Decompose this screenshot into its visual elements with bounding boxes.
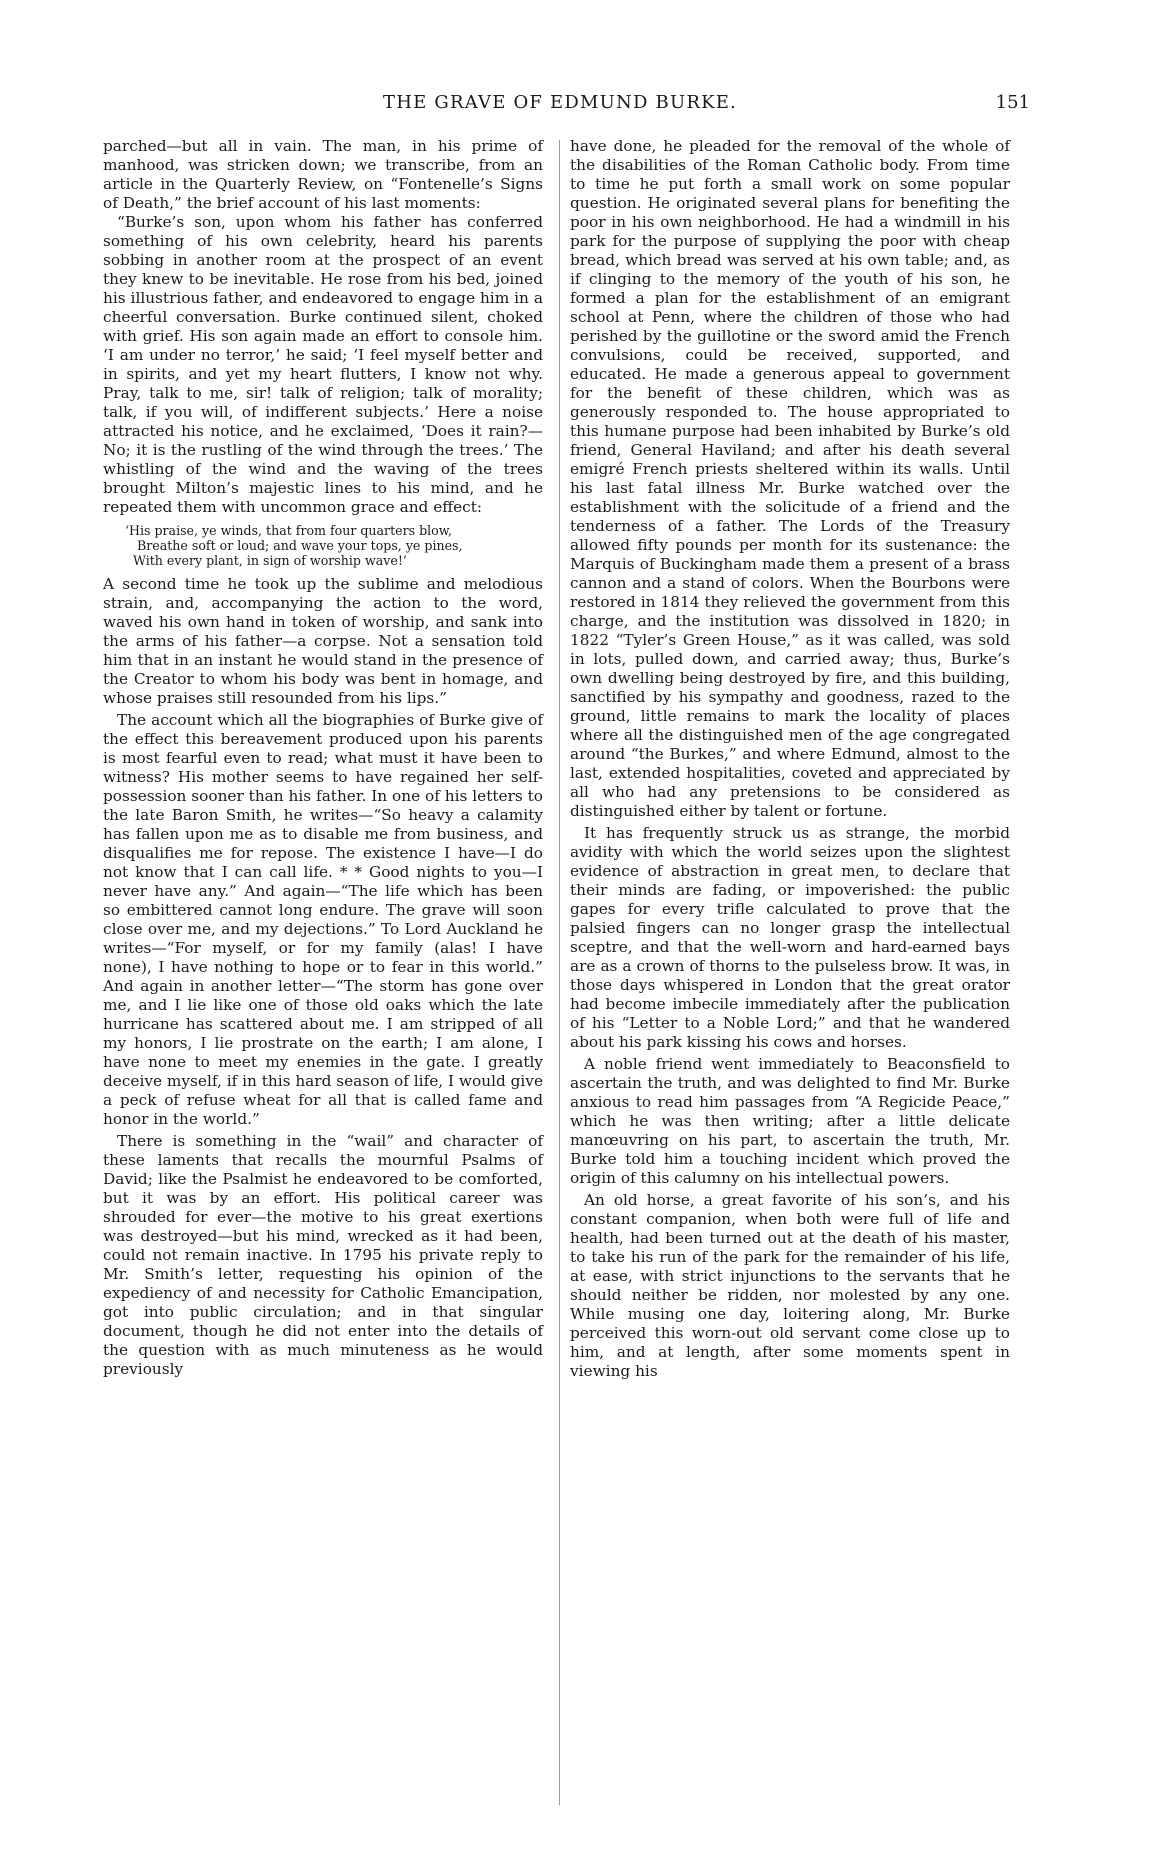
- left-column: [103, 137, 543, 1379]
- column-rule: [559, 140, 560, 1805]
- left-paragraph-4: The account which all the biographies of Burke give of the effect this bereavement produced upon his parents is most fearful even to read; what must it have been to witness? His mother seems to have regained her self-possession sooner than his father. In one of his letters to the late Baron Smith, he writes—“So heavy a calamity has fallen upon me as to disable me from business, and disqualifies me for repose. The existence I have—I do not know that I can call life. * * Good nights to you—I never have any.” And again—“The life which has been so embittered cannot long endure. The grave will soon close over me, and my dejections.” To Lord Auckland he writes—“For myself, or for my family (alas! I have none), I have nothing to hope or to fear in this world.” And again in another letter—“The storm has gone over me, and I lie like one of those old oaks which the late hurricane has scattered about me. I am stripped of all my honors, I lie prostrate on the earth; I am alone, I have none to meet my enemies in the gate. I greatly deceive myself, if in this hard season of life, I would give a peck of refuse wheat for all that is called fame and honor in the world.”: [103, 711, 544, 1128]
- running-header: [120, 92, 1030, 122]
- running-title: THE GRAVE OF EDMUND BURKE.: [383, 92, 737, 113]
- left-paragraph-5: There is something in the “wail” and character of these laments that recalls the mournful Psalms of David; like the Psalmist he endeavored to be comforted, but it was by an effort. His political career was shrouded for ever—the motive to his great exertions was destroyed—but his mind, wrecked as it had been, could not remain inactive. In 1795 his private reply to Mr. Smith’s letter, requesting his opinion of the expediency of and necessity for Catholic Emancipation, got into public circulation; and in that singular document, though he did not enter into the details of the question with as much minuteness as he would previously: [103, 1132, 543, 1378]
- left-paragraph-2: “Burke’s son, upon whom his father has conferred something of his own celebrity, heard his parents sobbing in another room at the prospect of an event they knew to be inevitable. He rose from his bed, joined his illustrious father, and endeavored to engage him in a cheerful conversation. Burke continued silent, choked with grief. His son again made an effort to console him. ‘I am under no terror,’ he said; ‘I feel myself better and in spirits, and yet my heart flutters, I know not why. Pray, talk to me, sir! talk of religion; talk of morality; talk, if you will, of indifferent subjects.’ Here a noise attracted his notice, and he exclaimed, ‘Does it rain?—No; it is the rustling of the wind through the trees.’ The whistling of the wind and the waving of the trees brought Milton’s majestic lines to his mind, and he repeated them with uncommon grace and effect:: [103, 213, 543, 516]
- right-paragraph-3: A noble friend went immediately to Beaconsfield to ascertain the truth, and was delighted to find Mr. Burke anxious to read him passages from “A Regicide Peace,” which he was then writing; after a little delicate manœuvring on his part, to ascertain the truth, Mr. Burke told him a touching incident which proved the origin of this calumny on his intellectual powers.: [570, 1055, 1010, 1187]
- quote-line-1: ‘His praise, ye winds, that from four quarters blow,: [125, 523, 453, 538]
- right-column: [570, 137, 1010, 1381]
- left-paragraph-3: A second time he took up the sublime and melodious strain, and, accompanying the action to the word, waved his own hand in token of worship, and sank into the arms of his father—a corpse. Not a sensation told him that in an instant he would stand in the presence of the Creator to whom his body was bent in homage, and whose praises still resounded from his lips.”: [103, 575, 543, 707]
- right-paragraph-1: have done, he pleaded for the removal of the whole of the disabilities of the Roman Catholic body. From time to time he put forth a small work on some popular question. He originated several plans for benefiting the poor in his own neighborhood. He had a windmill in his park for the purpose of supplying the poor with cheap bread, which bread was served at his own table; and, as if clinging to the memory of the youth of his son, he formed a plan for the establishment of an emigrant school at Penn, where the children of those who had perished by the guillotine or the sword amid the French convulsions, could be received, supported, and educated. He made a generous appeal to government for the benefit of these children, which was as generously responded to. The house appropriated to this humane purpose had been inhabited by Burke’s old friend, General Haviland; and after his death several emigré French priests sheltered within its walls. Until his last fatal illness Mr. Burke watched over the establishment with the solicitude of a friend and the tenderness of a father. The Lords of the Treasury allowed fifty pounds per month for its sustenance: the Marquis of Buckingham made them a present of a brass cannon and a stand of colors. When the Bourbons were restored in 1814 they relieved the government from this charge, and the institution was dissolved in 1820; in 1822 “Tyler’s Green House,” as it was called, was sold in lots, pulled down, and carried away; thus, Burke’s own dwelling being destroyed by fire, and this building, sanctified by his sympathy and goodness, razed to the ground, little remains to mark the locality of places where all the distinguished men of the age congregated around “the Burkes,” and where Edmund, almost to the last, extended hospitalities, coveted and appreciated by all who had any pretensions to be considered as distinguished either by talent or fortune.: [570, 137, 1010, 820]
- right-paragraph-4: An old horse, a great favorite of his son’s, and his constant companion, when both were full of life and health, had been turned out at the death of his master, to take his run of the park for the remainder of his life, at ease, with strict injunctions to the servants that he should neither be ridden, nor molested by any one. While musing one day, loitering along, Mr. Burke perceived this worn-out old servant come close up to him, and at length, after some moments spent in viewing his: [570, 1191, 1010, 1380]
- milton-quotation: [125, 523, 543, 568]
- page-number: 151: [995, 92, 1030, 113]
- left-paragraph-1: parched—but all in vain. The man, in his prime of manhood, was stricken down; we transcribe, from an article in the Quarterly Review, on “Fontenelle’s Signs of Death,” the brief account of his last moments:: [103, 137, 543, 212]
- quote-line-2: Breathe soft or loud; and wave your tops, ye pines,: [137, 538, 463, 553]
- quote-line-3: With every plant, in sign of worship wave!’: [133, 553, 407, 568]
- right-paragraph-2: It has frequently struck us as strange, the morbid avidity with which the world seizes upon the slightest evidence of abstraction in great men, to declare that their minds are fading, or impoverished: the public gapes for every trifle calculated to prove that the palsied fingers can no longer grasp the intellectual sceptre, and that the well-worn and hard-earned bays are as a crown of thorns to the pulseless brow. It was, in those days whispered in London that the great orator had become imbecile immediately after the publication of his “Letter to a Noble Lord;” and that he wandered about his park kissing his cows and horses.: [570, 824, 1010, 1051]
